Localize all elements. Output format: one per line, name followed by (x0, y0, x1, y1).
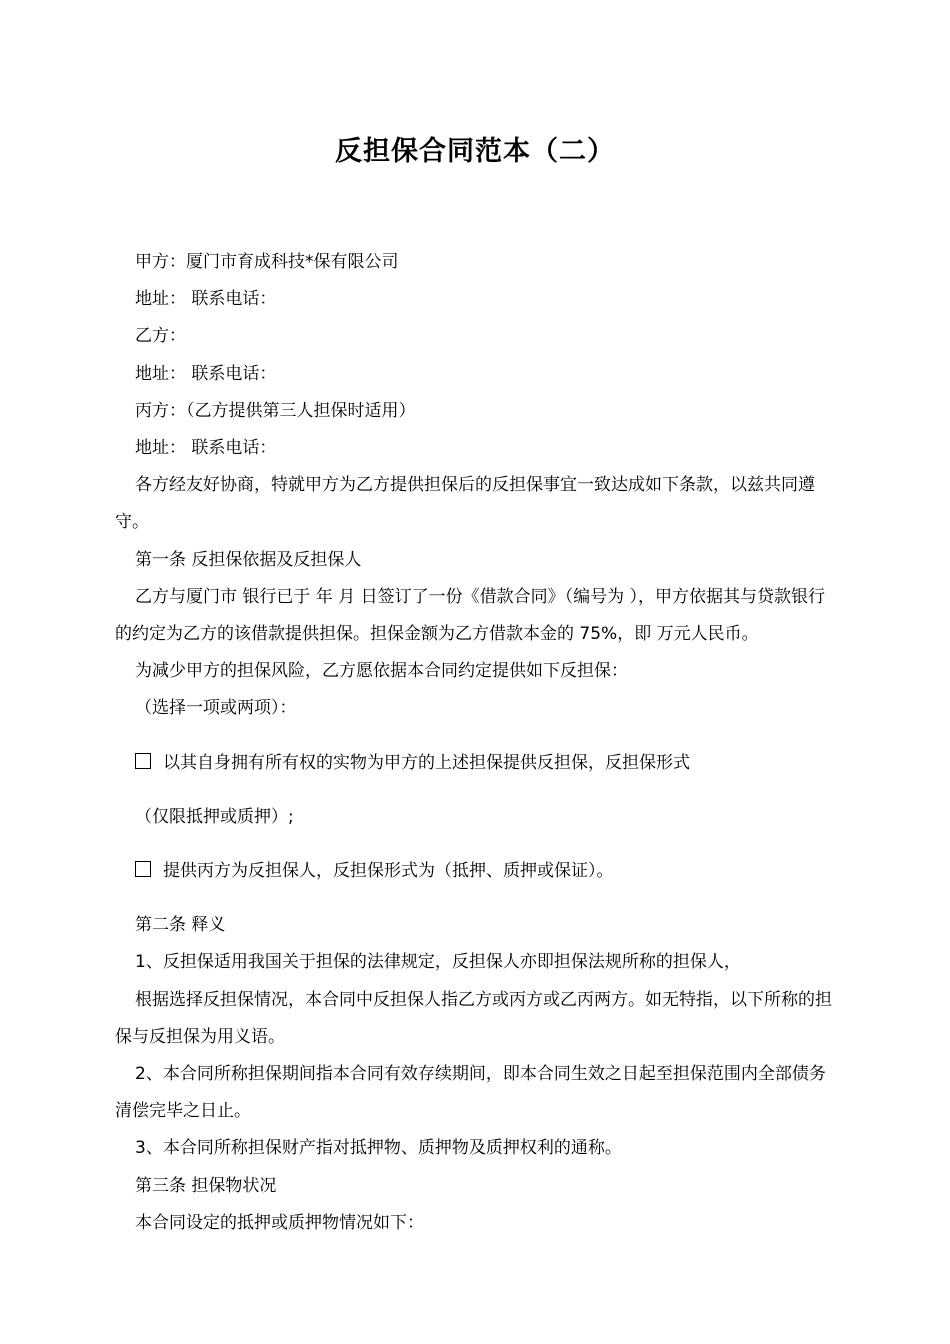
definition-1-line: 1、反担保适用我国关于担保的法律规定，反担保人亦即担保法规所称的担保人， (135, 952, 741, 973)
party-a-address-line: 地址： 联系电话： (135, 289, 277, 310)
option-1-checkbox[interactable] (135, 753, 151, 769)
option-1-note: （仅限抵押或质押）; (135, 806, 294, 827)
definition-1-paragraph: 根据选择反担保情况，本合同中反担保人指乙方或丙方或乙丙两方。如无特指，以下所称的担保与反担保为用义语。 (115, 989, 832, 1047)
option-2-label: 提供丙方为反担保人，反担保形式为（抵押、质押或保证）。 (163, 861, 614, 882)
article-3-heading: 第三条 担保物状况 (135, 1175, 277, 1196)
article-2-heading: 第二条 释义 (135, 915, 226, 936)
preamble-paragraph: 各方经友好协商，特就甲方为乙方提供担保后的反担保事宜一致达成如下条款，以兹共同遵守。 (115, 475, 815, 533)
definition-3-line: 3、本合同所称担保财产指对抵押物、质押物及质押权利的通称。 (135, 1138, 622, 1159)
option-2-line (115, 853, 837, 890)
selection-note: （选择一项或两项）： (135, 698, 297, 719)
option-1-label: 以其自身拥有所有权的实物为甲方的上述担保提供反担保，反担保形式 (163, 752, 690, 773)
document-title: 反担保合同范本（二） (335, 136, 615, 167)
article-1-heading: 第一条 反担保依据及反担保人 (135, 549, 362, 570)
definition-2-paragraph: 2、本合同所称担保期间指本合同有效存续期间，即本合同生效之日起至担保范围内全部债务清偿完毕之日止。 (115, 1064, 826, 1122)
article-1-paragraph: 乙方与厦门市 银行已于 年 月 日签订了一份《借款合同》（编号为 ），甲方依据其与贷款银行的约定为乙方的该借款提供担保。担保金额为乙方借款本金的 75%，即 万元人民币。 (115, 586, 826, 645)
risk-reduction-paragraph: 为减少甲方的担保风险，乙方愿依据本合同约定提供如下反担保： (135, 661, 628, 682)
document-body (115, 244, 837, 1242)
option-2-checkbox[interactable] (135, 861, 151, 877)
collateral-intro-line: 本合同设定的抵押或质押物情况如下： (135, 1212, 424, 1233)
party-b-line: 乙方： (135, 326, 186, 347)
party-b-address-line: 地址： 联系电话： (135, 363, 277, 384)
party-c-line: 丙方：（乙方提供第三人担保时适用） (135, 400, 416, 421)
option-1-line (115, 745, 837, 782)
party-c-address-line: 地址： 联系电话： (135, 438, 277, 459)
party-a-line: 甲方：厦门市育成科技*保有限公司 (135, 252, 399, 272)
